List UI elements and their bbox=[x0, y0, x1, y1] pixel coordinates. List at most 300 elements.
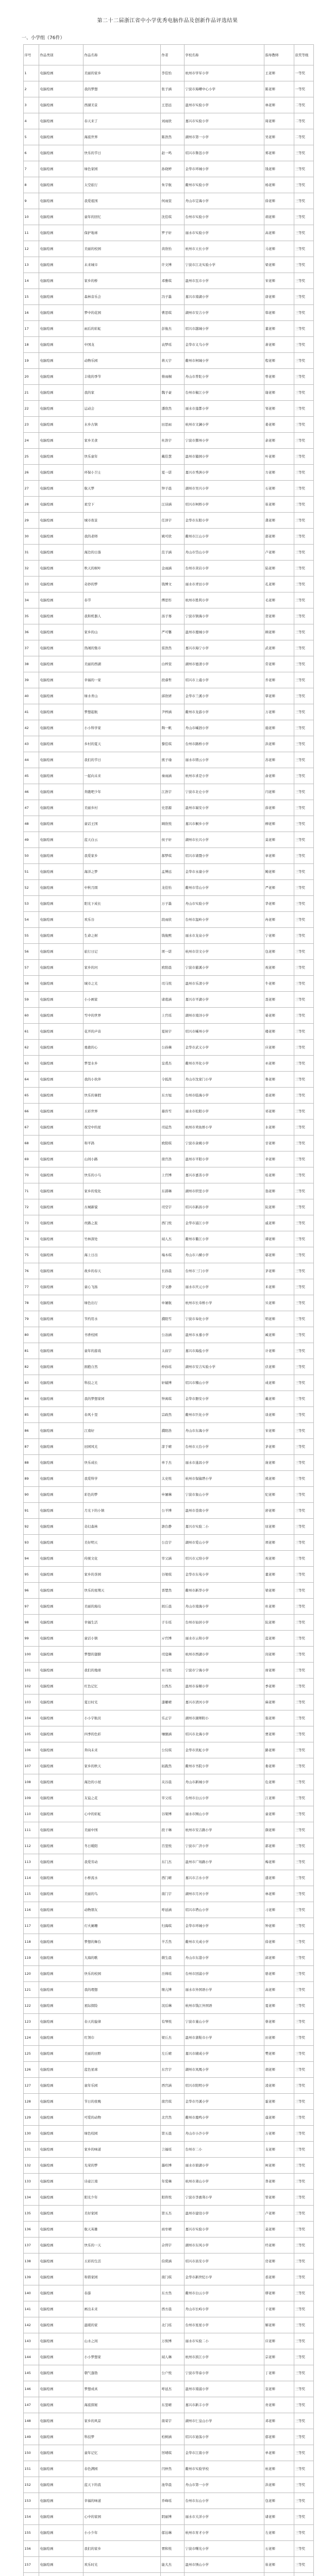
table-cell: 电脑绘画 bbox=[39, 2158, 83, 2174]
table-cell: 春天的旋律 bbox=[83, 2014, 160, 2030]
table-cell: 司马悦 bbox=[160, 976, 184, 992]
table-cell: 运动会 bbox=[83, 401, 160, 417]
table-cell: 万老师 bbox=[264, 2126, 294, 2142]
table-cell: 三等奖 bbox=[294, 193, 313, 209]
table-cell: 台州市东山小学 bbox=[184, 2493, 264, 2509]
table-cell: 夏侯宇 bbox=[160, 1024, 184, 1040]
table-cell: 姜老师 bbox=[264, 417, 294, 433]
table-cell: 三等奖 bbox=[294, 1183, 313, 1199]
table-cell: 董老师 bbox=[264, 321, 294, 337]
table-cell: 电脑绘画 bbox=[39, 193, 83, 209]
table-cell: 红领巾 bbox=[83, 2030, 160, 2046]
table-cell: 丽水市缙云小学 bbox=[184, 752, 264, 768]
table-cell: 三等奖 bbox=[294, 1423, 313, 1439]
table-cell: 宁波市曙光小学 bbox=[184, 2541, 264, 2557]
table-cell: 温州市籀园小学 bbox=[184, 449, 264, 465]
table-cell: 闻人琳 bbox=[160, 2349, 184, 2365]
table-cell: 曹思琪 bbox=[160, 305, 184, 321]
table-cell: 46 bbox=[23, 784, 39, 800]
table-cell: 37 bbox=[23, 640, 39, 656]
table-cell: 鲍老师 bbox=[264, 864, 294, 880]
table-row bbox=[23, 1870, 313, 1886]
table-cell: 嘉兴市嘉善小学 bbox=[184, 1167, 264, 1183]
table-cell: 三等奖 bbox=[294, 1391, 313, 1407]
table-cell: 三等奖 bbox=[294, 2078, 313, 2094]
table-cell: 我的梦想 bbox=[83, 81, 160, 97]
table-cell: 未来城市 bbox=[83, 257, 160, 273]
table-cell: 130 bbox=[23, 2126, 39, 2142]
table-cell: 长孙晨 bbox=[160, 1263, 184, 1279]
table-cell: 席老师 bbox=[264, 1663, 294, 1679]
table-cell: 阮老师 bbox=[264, 1199, 294, 1215]
table-cell: 梅老师 bbox=[264, 1854, 294, 1870]
table-cell: 花开的声音 bbox=[83, 1024, 160, 1040]
table-cell: 电脑绘画 bbox=[39, 784, 83, 800]
table-cell: 三等奖 bbox=[294, 257, 313, 273]
table-cell: 30 bbox=[23, 529, 39, 545]
table-cell: 舟山市东海小学 bbox=[184, 1423, 264, 1439]
table-row bbox=[23, 577, 313, 592]
header-cell: 指导教师 bbox=[264, 45, 294, 65]
table-cell: 司徒然 bbox=[160, 1120, 184, 1136]
table-cell: 29 bbox=[23, 513, 39, 529]
table-cell: 贝老师 bbox=[264, 1295, 294, 1311]
table-cell: 三等奖 bbox=[294, 1088, 313, 1104]
table-cell: 美丽的家乡 bbox=[83, 65, 160, 81]
table-cell: 三等奖 bbox=[294, 289, 313, 305]
table-cell: 谭老师 bbox=[264, 1231, 294, 1247]
table-cell: 111 bbox=[23, 1822, 39, 1838]
table-row bbox=[23, 545, 313, 561]
table-cell: 莫老师 bbox=[264, 832, 294, 848]
table-cell: 86 bbox=[23, 1423, 39, 1439]
table-cell: 三等奖 bbox=[294, 161, 313, 177]
table-cell: 台州市回浦小学 bbox=[184, 1966, 264, 1982]
table-cell: 电脑绘画 bbox=[39, 912, 83, 928]
table-cell: 100 bbox=[23, 1647, 39, 1663]
table-cell: 宇文静 bbox=[160, 1279, 184, 1295]
table-cell: 小桥流水 bbox=[83, 1870, 160, 1886]
table-cell: 三等奖 bbox=[294, 1982, 313, 1998]
table-cell: 电脑绘画 bbox=[39, 385, 83, 401]
table-cell: 绍兴市塔山小学 bbox=[184, 1902, 264, 1918]
table-cell: 舟山市第一小学 bbox=[184, 2477, 264, 2493]
table-cell bbox=[39, 2573, 83, 2576]
table-row bbox=[23, 305, 313, 321]
table-row bbox=[23, 1311, 313, 1327]
table-cell: 幸老师 bbox=[264, 1151, 294, 1167]
table-cell: 三等奖 bbox=[294, 305, 313, 321]
table-cell: 美丽的海岛 bbox=[83, 1599, 160, 1615]
table-cell: 五彩世界 bbox=[83, 1104, 160, 1120]
table-row bbox=[23, 273, 313, 289]
table-cell: 家乡的桥 bbox=[83, 273, 160, 289]
table-cell: 金华市永康小学 bbox=[184, 864, 264, 880]
table-cell: 心中的家园 bbox=[83, 2509, 160, 2525]
table-cell: 毛老师 bbox=[264, 592, 294, 608]
table-cell: 电脑绘画 bbox=[39, 2541, 83, 2557]
table-cell: 况后琳 bbox=[160, 1998, 184, 2014]
table-cell: 三等奖 bbox=[294, 1694, 313, 1710]
table-cell: 我们的家乡 bbox=[83, 2541, 160, 2557]
table-row bbox=[23, 193, 313, 209]
table-cell: 杭州市西湖小学 bbox=[184, 1647, 264, 1663]
table-row bbox=[23, 2094, 313, 2110]
table-cell: 邵老师 bbox=[264, 529, 294, 545]
table-cell: 85 bbox=[23, 1407, 39, 1423]
table-cell: 台州市白云小学 bbox=[184, 1790, 264, 1806]
table-cell: 石老师 bbox=[264, 2541, 294, 2557]
table-cell: 电脑绘画 bbox=[39, 1742, 83, 1758]
table-cell: 电脑绘画 bbox=[39, 2429, 83, 2445]
table-cell: 韩老师 bbox=[264, 305, 294, 321]
table-cell: 金华市磐安小学 bbox=[184, 1391, 264, 1407]
table-cell: 三等奖 bbox=[294, 2429, 313, 2445]
table-cell: 20 bbox=[23, 369, 39, 385]
table-cell: 金华市宾虹小学 bbox=[184, 1742, 264, 1758]
table-cell: 丽水市大洋小学 bbox=[184, 2509, 264, 2525]
table-cell: 三等奖 bbox=[294, 1056, 313, 1072]
table-cell: 崔老师 bbox=[264, 2557, 294, 2573]
table-cell: 衢州市常山小学 bbox=[184, 880, 264, 896]
table-cell: 温州市绣山小学 bbox=[184, 2557, 264, 2573]
table-cell: 武老师 bbox=[264, 640, 294, 656]
table-cell: 64 bbox=[23, 1072, 39, 1088]
table-cell: 台州市路桥小学 bbox=[184, 736, 264, 752]
table-cell: 三等奖 bbox=[294, 2445, 313, 2461]
table-cell: 嘉兴市实验小学 bbox=[184, 2222, 264, 2238]
table-cell: 春节 bbox=[83, 592, 160, 608]
table-cell: 41 bbox=[23, 704, 39, 720]
table-row bbox=[23, 1040, 313, 1056]
table-cell: 田思雨 bbox=[160, 417, 184, 433]
table-cell: 三等奖 bbox=[294, 2126, 313, 2142]
table-cell: 台州市二小 bbox=[184, 2142, 264, 2158]
table-cell: 宁波市华泰小学 bbox=[184, 2365, 264, 2381]
table-cell: 柳老师 bbox=[264, 816, 294, 832]
table-cell: 金华市江南小学 bbox=[184, 2445, 264, 2461]
table-cell: 三等奖 bbox=[294, 337, 313, 353]
table-cell: 电脑绘画 bbox=[39, 2477, 83, 2493]
table-cell: 147 bbox=[23, 2397, 39, 2413]
table-cell: 三等奖 bbox=[294, 1008, 313, 1024]
table-cell: 电脑绘画 bbox=[39, 1694, 83, 1710]
table-cell: 三等奖 bbox=[294, 1104, 313, 1120]
table-cell: 绿色家园 bbox=[83, 161, 160, 177]
table-cell: 9 bbox=[23, 193, 39, 209]
table-cell: 电脑绘画 bbox=[39, 1439, 83, 1455]
table-cell: 田老师 bbox=[264, 2030, 294, 2046]
table-cell: 拥抱自然 bbox=[83, 1359, 160, 1375]
table-cell: 夏日时光 bbox=[83, 1694, 160, 1710]
table-cell: 言福瑶 bbox=[160, 2142, 184, 2158]
table-cell: 黄欣怡 bbox=[160, 241, 184, 257]
table-row bbox=[23, 1487, 313, 1503]
table-cell: 衢州市实验小学 bbox=[184, 177, 264, 193]
table-cell: 幸福的味道 bbox=[83, 2493, 160, 2509]
table-cell: 135 bbox=[23, 2206, 39, 2222]
table-cell: 李佳怡 bbox=[160, 65, 184, 81]
table-cell: 黎佳琪 bbox=[160, 736, 184, 752]
table-row bbox=[23, 2030, 313, 2046]
table-cell: 128 bbox=[23, 2094, 39, 2110]
table-cell: 池华晨 bbox=[160, 2477, 184, 2493]
table-cell: 电脑绘画 bbox=[39, 321, 83, 337]
table-cell: 灯火阑珊 bbox=[83, 1918, 160, 1934]
table-cell: 诗意江南 bbox=[83, 2174, 160, 2190]
table-row bbox=[23, 2110, 313, 2126]
table-cell: 梦想的舞台 bbox=[83, 1934, 160, 1950]
table-row bbox=[23, 561, 313, 577]
table-cell: 宁波市余姚小学 bbox=[184, 1136, 264, 1151]
table-cell: 114 bbox=[23, 1870, 39, 1886]
table-cell: 绍兴市柯桥小学 bbox=[184, 497, 264, 513]
table-cell: 电脑绘画 bbox=[39, 2206, 83, 2222]
table-cell: 厉晴琪 bbox=[160, 2445, 184, 2461]
header-cell: 作品名称 bbox=[83, 45, 160, 65]
table-cell: 商牟晴 bbox=[160, 2222, 184, 2238]
table-cell: 5 bbox=[23, 129, 39, 145]
table-cell: 冬日暖阳 bbox=[83, 1838, 160, 1854]
table-cell: 131 bbox=[23, 2142, 39, 2158]
table-cell: 95 bbox=[23, 1567, 39, 1583]
table-cell: 3 bbox=[23, 97, 39, 113]
table-cell: 三等奖 bbox=[294, 2174, 313, 2190]
table-cell: 彭俊杰 bbox=[160, 321, 184, 337]
table-cell: 电脑绘画 bbox=[39, 1247, 83, 1263]
table-row bbox=[23, 465, 313, 481]
table-cell: 三等奖 bbox=[294, 1679, 313, 1694]
table-cell: 金华市环城小学 bbox=[184, 161, 264, 177]
table-cell: 电脑绘画 bbox=[39, 337, 83, 353]
table-cell: 电脑绘画 bbox=[39, 896, 83, 912]
table-cell: 三等奖 bbox=[294, 1151, 313, 1167]
table-cell: 电脑绘画 bbox=[39, 816, 83, 832]
table-cell: 邓老师 bbox=[264, 2413, 294, 2429]
table-cell: 三等奖 bbox=[294, 369, 313, 385]
table-cell: 电脑绘画 bbox=[39, 2094, 83, 2110]
table-cell: 电脑绘画 bbox=[39, 1615, 83, 1631]
table-cell: 三等奖 bbox=[294, 1072, 313, 1088]
table-cell: 和平鸽 bbox=[83, 1136, 160, 1151]
table-cell: 三等奖 bbox=[294, 752, 313, 768]
table-cell: 三等奖 bbox=[294, 481, 313, 497]
table-cell: 75 bbox=[23, 1247, 39, 1263]
table-cell: 冯子墨 bbox=[160, 289, 184, 305]
table-cell: 楼老师 bbox=[264, 1024, 294, 1040]
table-cell: 金华市环城小学 bbox=[184, 1918, 264, 1934]
table-cell: 141 bbox=[23, 2301, 39, 2317]
table-row bbox=[23, 1663, 313, 1679]
table-cell: 76 bbox=[23, 1263, 39, 1279]
table-cell: 73 bbox=[23, 1215, 39, 1231]
table-cell: 三等奖 bbox=[294, 1870, 313, 1886]
table-cell: 金华市丹溪小学 bbox=[184, 2094, 264, 2110]
table-cell: 段雨欣 bbox=[160, 912, 184, 928]
table-cell: 三等奖 bbox=[294, 1295, 313, 1311]
table-cell: 美好明天 bbox=[83, 1535, 160, 1551]
table-cell: 78 bbox=[23, 1295, 39, 1311]
table-cell: 三等奖 bbox=[294, 1902, 313, 1918]
table-cell: 仲孙瑶 bbox=[160, 1359, 184, 1375]
table-cell: 宰父涵 bbox=[160, 1551, 184, 1567]
table-cell: 五彩的生活 bbox=[83, 2253, 160, 2269]
table-cell: 74 bbox=[23, 1231, 39, 1247]
table-cell: 三等奖 bbox=[294, 2365, 313, 2381]
table-cell: 陈老师 bbox=[264, 81, 294, 97]
table-row bbox=[23, 656, 313, 672]
table-cell: 谷梁琪 bbox=[160, 1567, 184, 1583]
table-row bbox=[23, 1631, 313, 1647]
table-cell: 125 bbox=[23, 2046, 39, 2062]
table-cell: 电脑绘画 bbox=[39, 113, 83, 129]
table-cell: 三等奖 bbox=[294, 545, 313, 561]
table-cell: 衢州市鹿鸣小学 bbox=[184, 2110, 264, 2126]
table-cell: 嘉兴市新丰小学 bbox=[184, 2397, 264, 2413]
table-cell: 三等奖 bbox=[294, 273, 313, 289]
table-row bbox=[23, 2238, 313, 2253]
table-cell: 温暖的家 bbox=[83, 2317, 160, 2333]
table-cell: 谈老师 bbox=[264, 1407, 294, 1423]
table-cell: 宁波市慈溪小学 bbox=[184, 960, 264, 976]
table-cell: 谢老师 bbox=[264, 385, 294, 401]
table-cell: 常老师 bbox=[264, 656, 294, 672]
table-row bbox=[23, 1343, 313, 1359]
table-cell: 湖州市安吉小学 bbox=[184, 305, 264, 321]
table-cell: 澹台静 bbox=[160, 1519, 184, 1535]
table-cell: 太叔宇 bbox=[160, 1343, 184, 1359]
table-cell: 何雨萱 bbox=[160, 193, 184, 209]
table-cell: 93 bbox=[23, 1535, 39, 1551]
table-row bbox=[23, 1136, 313, 1151]
table-cell: 三等奖 bbox=[294, 2142, 313, 2158]
table-cell: 舒老师 bbox=[264, 1503, 294, 1519]
table-cell: 成老师 bbox=[264, 1375, 294, 1391]
table-cell: 嘉兴市实验二小 bbox=[184, 1519, 264, 1535]
table-cell: 电脑绘画 bbox=[39, 97, 83, 113]
table-cell: 电脑绘画 bbox=[39, 129, 83, 145]
table-cell: 电脑绘画 bbox=[39, 2365, 83, 2381]
table-cell: 42 bbox=[23, 720, 39, 736]
table-cell: 电脑绘画 bbox=[39, 497, 83, 513]
table-row bbox=[23, 529, 313, 545]
table-cell: 阮老师 bbox=[264, 1615, 294, 1631]
table-cell: 温州市乐清小学 bbox=[184, 976, 264, 992]
table-cell: 祝老师 bbox=[264, 960, 294, 976]
table-row bbox=[23, 768, 313, 784]
table-cell: 晋楚然 bbox=[160, 1583, 184, 1599]
table-cell: 山间小路 bbox=[83, 1151, 160, 1167]
table-cell: 电脑绘画 bbox=[39, 2301, 83, 2317]
table-cell: 电脑绘画 bbox=[39, 592, 83, 608]
table-cell: 东宫宇 bbox=[160, 2062, 184, 2078]
table-cell: 48 bbox=[23, 816, 39, 832]
table-cell: 贾老师 bbox=[264, 1726, 294, 1742]
table-cell: 杭州市文澜小学 bbox=[184, 417, 264, 433]
table-cell: 乡村的夏天 bbox=[83, 736, 160, 752]
table-cell: 袁梦瑶 bbox=[160, 337, 184, 353]
table-cell: 钟子晨 bbox=[160, 481, 184, 497]
table-cell: 三等奖 bbox=[294, 1040, 313, 1056]
table-cell: 台州市实验小学 bbox=[184, 209, 264, 225]
table-cell: 幸福生活 bbox=[83, 1615, 160, 1631]
table-cell: 三等奖 bbox=[294, 2525, 313, 2541]
table-cell: 衢州市书院小学 bbox=[184, 1758, 264, 1774]
table-cell: 温州市瑞安小学 bbox=[184, 800, 264, 816]
table-cell: 45 bbox=[23, 768, 39, 784]
table-cell: 西宫涵 bbox=[160, 2078, 184, 2094]
table-cell: 季老师 bbox=[264, 1679, 294, 1694]
table-cell: 宁波市海曙中心小学 bbox=[184, 81, 264, 97]
table-cell: 台州市温岭小学 bbox=[184, 912, 264, 928]
table-cell: 伏老师 bbox=[264, 1359, 294, 1375]
table-cell: 美丽的田野 bbox=[83, 2046, 160, 2062]
table-cell: 金华市兰溪小学 bbox=[184, 688, 264, 704]
table-cell: 三等奖 bbox=[294, 1471, 313, 1487]
table-cell: 我的老师 bbox=[83, 529, 160, 545]
table-cell: 60 bbox=[23, 1008, 39, 1024]
table-cell: 节日的夜晚 bbox=[83, 2094, 160, 2110]
table-cell: 缑亢博 bbox=[160, 1982, 184, 1998]
table-cell: 三等奖 bbox=[294, 241, 313, 257]
table-cell: 三等奖 bbox=[294, 1551, 313, 1567]
table-cell: 149 bbox=[23, 2429, 39, 2445]
table-cell: 杭州市滨江小学 bbox=[184, 2349, 264, 2365]
table-cell: 墨哈博 bbox=[160, 2158, 184, 2174]
table-cell: 董老师 bbox=[264, 1567, 294, 1583]
table-cell: 99 bbox=[23, 1631, 39, 1647]
table-row bbox=[23, 1966, 313, 1982]
table-cell: 舟山市六横小学 bbox=[184, 1247, 264, 1263]
table-cell: 蓝天下的我 bbox=[83, 2477, 160, 2493]
table-cell: 城市夜景 bbox=[83, 513, 160, 529]
table-row bbox=[23, 2397, 313, 2413]
table-cell: 电脑绘画 bbox=[39, 864, 83, 880]
table-cell: 湖州市织里小学 bbox=[184, 1183, 264, 1199]
table-cell: 快乐的暑假 bbox=[83, 1088, 160, 1104]
table-cell: 衢州市白云小学 bbox=[184, 2285, 264, 2301]
table-cell: 三等奖 bbox=[294, 2461, 313, 2477]
table-cell: 我们的节日 bbox=[83, 752, 160, 768]
table-cell: 温州市南浦小学 bbox=[184, 2381, 264, 2397]
table-cell: 乔老师 bbox=[264, 672, 294, 688]
table-cell: 路老师 bbox=[264, 1742, 294, 1758]
table-cell: 麻老师 bbox=[264, 1694, 294, 1710]
table-cell: 金华市义乌小学 bbox=[184, 337, 264, 353]
table-cell: 二等奖 bbox=[294, 97, 313, 113]
table-cell: 122 bbox=[23, 1998, 39, 2014]
table-cell: 湖州市仁皇山小学 bbox=[184, 2413, 264, 2429]
table-row bbox=[23, 257, 313, 273]
table-cell: 三等奖 bbox=[294, 513, 313, 529]
table-cell: 令狐茜 bbox=[160, 1072, 184, 1088]
table-cell: 万俟博 bbox=[160, 2333, 184, 2349]
table-cell: 钟老师 bbox=[264, 1918, 294, 1934]
table-cell: 诸葛涵 bbox=[160, 992, 184, 1008]
table-cell: 三等奖 bbox=[294, 1120, 313, 1136]
table-row bbox=[23, 2014, 313, 2030]
table-cell: 孙晓婷 bbox=[160, 161, 184, 177]
table-cell: 三等奖 bbox=[294, 1247, 313, 1263]
table-cell: 熊老师 bbox=[264, 1471, 294, 1487]
table-cell: 电脑绘画 bbox=[39, 2253, 83, 2269]
table-cell: 卢老师 bbox=[264, 2206, 294, 2222]
table-cell: 南宫琪 bbox=[160, 2094, 184, 2110]
table-cell: 邱欣妍 bbox=[160, 688, 184, 704]
table-cell: 快乐童年 bbox=[83, 449, 160, 465]
table-cell: 蓝色星球 bbox=[83, 2062, 160, 2078]
table-cell: 三等奖 bbox=[294, 1263, 313, 1279]
